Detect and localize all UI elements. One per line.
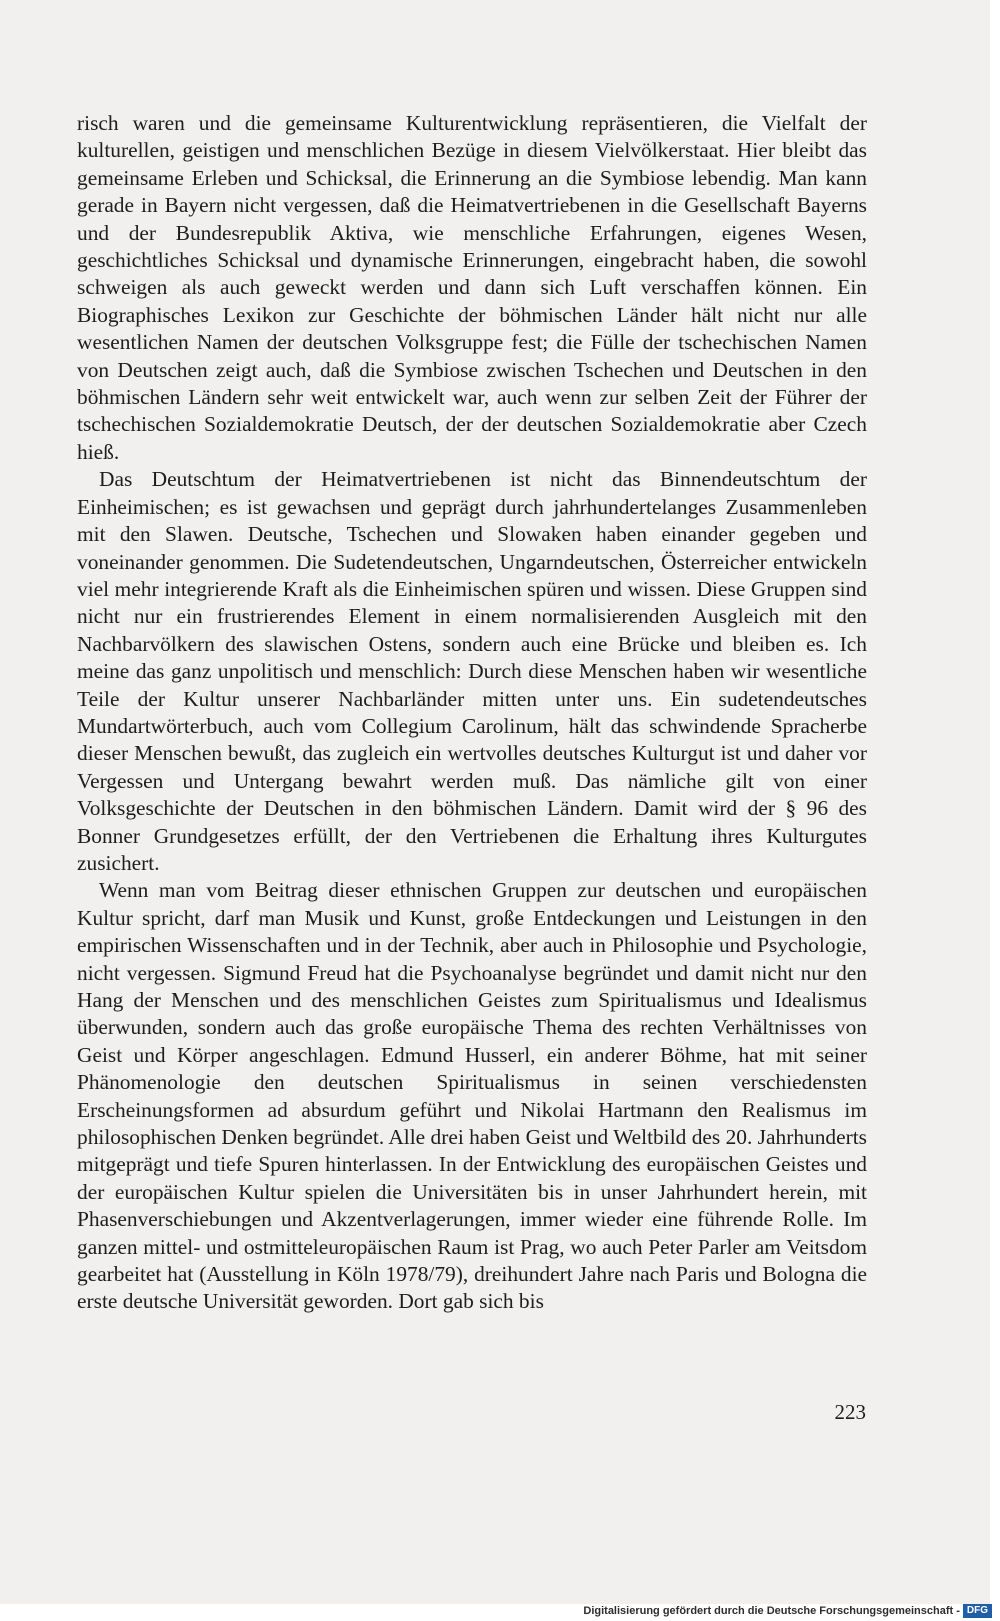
digitization-footer <box>583 1603 992 1619</box>
paragraph-3: Wenn man vom Beitrag dieser ethnischen Gruppen zur deutschen und europäischen Kultur spricht, darf man Musik und Kunst, große Entdeckungen und Leistungen in den empirischen Wissenschaften und in der Technik, aber auch in Philosophie und Psychologie, nicht vergessen. Sigmund Freud hat die Psychoanalyse begründet und damit nicht nur den Hang der Menschen und des menschlichen Geistes zum Spiritualismus und Idealismus überwunden, sondern auch das große europäische Thema des rechten Verhältnisses von Geist und Körper angeschlagen. Edmund Husserl, ein anderer Böhme, hat mit seiner Phänomenologie den deutschen Spiritualismus in seinen verschiedensten Erscheinungsformen ad absurdum geführt und Nikolai Hartmann den Realismus im philosophischen Denken begründet. Alle drei haben Geist und Weltbild des 20. Jahrhunderts mitgeprägt und tiefe Spuren hinterlassen. In der Entwicklung des europäischen Geistes und der europäischen Kultur spielen die Universitäten bis in unser Jahrhundert herein, mit Phasenverschiebungen und Akzentverlagerungen, immer wieder eine führende Rolle. Im ganzen mittel- und ostmitteleuropäischen Raum ist Prag, wo auch Peter Parler am Veitsdom gearbeitet hat (Ausstellung in Köln 1978/79), dreihundert Jahre nach Paris und Bologna die erste deutsche Universität geworden. Dort gab sich bis <box>77 878 867 1314</box>
body-text <box>77 110 867 1316</box>
paragraph-1: risch waren und die gemeinsame Kulturentwicklung repräsentieren, die Vielfalt der kulturellen, geistigen und menschlichen Bezüge in diesem Vielvölkerstaat. Hier bleibt das gemeinsame Erleben und Schicksal, die Erinnerung an die Symbiose lebendig. Man kann gerade in Bayern nicht vergessen, daß die Heimatvertriebenen in die Gesellschaft Bayerns und der Bundesrepublik Aktiva, wie menschliche Erfahrungen, eigenes Wesen, geschichtliches Schicksal und dynamische Erinnerungen, eingebracht haben, die sowohl schweigen als auch geweckt werden und dann sich Luft verschaffen können. Ein Biographisches Lexikon zur Geschichte der böhmischen Länder hält nicht nur alle wesentlichen Namen der deutschen Volksgruppe fest; die Fülle der tschechischen Namen von Deutschen zeigt auch, daß die Symbiose zwischen Tschechen und Deutschen in den böhmischen Ländern sehr weit entwickelt war, auch wenn zur selben Zeit der Führer der tschechischen Sozialdemokratie Deutsch, der der deutschen Sozialdemokratie aber Czech hieß. <box>77 111 867 464</box>
footer-credit-text: Digitalisierung gefördert durch die Deutsche Forschungsgemeinschaft - <box>583 1605 960 1617</box>
dfg-logo: DFG <box>963 1604 992 1618</box>
page-number: 223 <box>834 1400 866 1424</box>
paragraph-2: Das Deutschtum der Heimatvertriebenen ist nicht das Binnendeutschtum der Einheimischen; es ist gewachsen und geprägt durch jahrhundertelanges Zusammenleben mit den Slawen. Deutsche, Tschechen und Slowaken haben einander gegeben und voneinander genommen. Die Sudetendeutschen, Ungarndeutschen, Österreicher entwickeln viel mehr integrierende Kraft als die Einheimischen spüren und wissen. Diese Gruppen sind nicht nur ein frustrierendes Element in einem normalisierenden Ausgleich mit den Nachbarvölkern des slawischen Ostens, sondern auch eine Brücke und bleiben es. Ich meine das ganz unpolitisch und menschlich: Durch diese Menschen haben wir wesentliche Teile der Kultur unserer Nachbarländer mitten unter uns. Ein sudetendeutsches Mundartwörterbuch, auch vom Collegium Carolinum, hält das schwindende Spracherbe dieser Menschen bewußt, das zugleich ein wertvolles deutsches Kulturgut ist und daher vor Vergessen und Untergang bewahrt werden muß. Das nämliche gilt von einer Volksgeschichte der Deutschen in den böhmischen Ländern. Damit wird der § 96 des Bonner Grundgesetzes erfüllt, der den Vertriebenen die Erhaltung ihres Kulturgutes zusichert. <box>77 467 867 875</box>
